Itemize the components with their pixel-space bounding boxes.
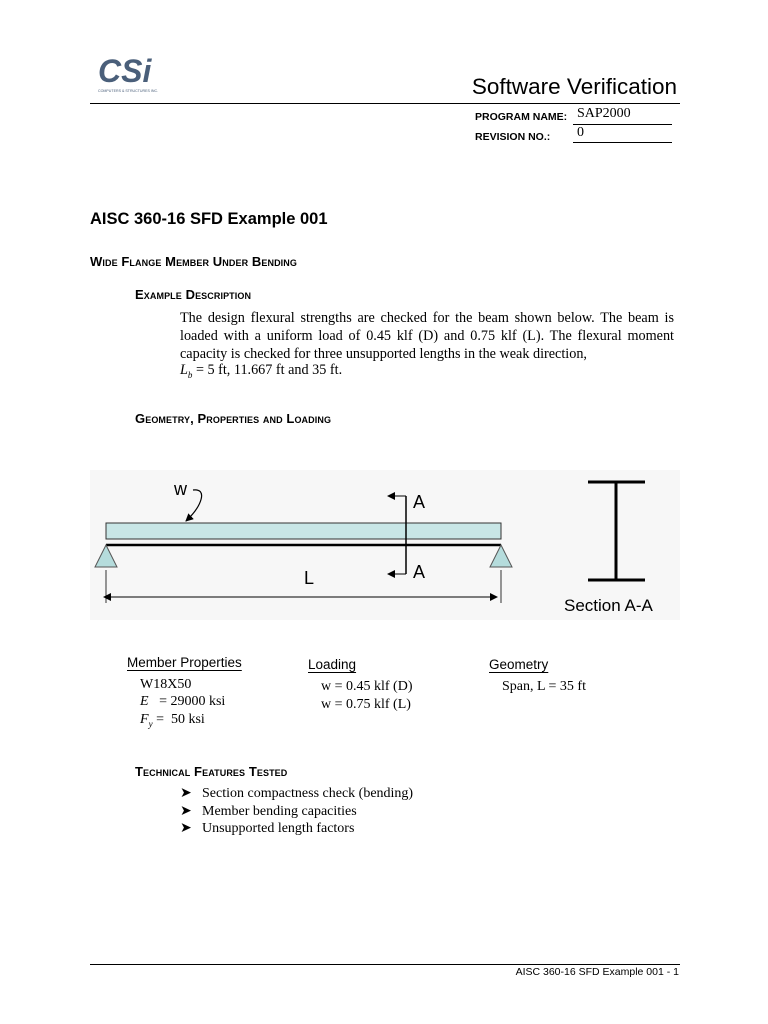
program-name-underline [573, 124, 672, 125]
program-name-label: PROGRAM NAME: [475, 111, 568, 123]
geometry-props-heading: Geometry [489, 657, 549, 672]
member-e: E = 29000 ksi [140, 694, 226, 709]
geometry-heading: Geometry, Properties and Loading [135, 411, 332, 426]
section-cut-label-bottom: A [413, 562, 426, 582]
load-arrow [186, 490, 202, 521]
beam-diagram [90, 470, 680, 620]
footer-rule [90, 964, 680, 965]
feature-item: ➤ Member bending capacities [180, 803, 357, 819]
geometry-span: Span, L = 35 ft [502, 679, 586, 694]
loading-line-dead: w = 0.45 klf (D) [321, 679, 413, 694]
description-lb-line [180, 362, 342, 380]
beam-figure [90, 470, 680, 620]
document-title: AISC 360-16 SFD Example 001 [90, 210, 328, 228]
feature-item: ➤ Section compactness check (bending) [180, 785, 414, 801]
features-heading: Technical Features Tested [135, 764, 288, 779]
logo-tagline: COMPUTERS & STRUCTURES INC. [98, 89, 159, 93]
program-name-value: SAP2000 [577, 106, 631, 121]
header-title: Software Verification [471, 74, 677, 99]
csi-logo-mark [96, 52, 160, 96]
description-heading: Example Description [135, 287, 252, 302]
loading-heading: Loading [308, 657, 357, 672]
span-label: L [304, 568, 315, 588]
revision-value: 0 [577, 125, 584, 140]
feature-item: ➤ Unsupported length factors [180, 820, 355, 836]
lb-symbol: L [180, 362, 188, 378]
footer-page-label: AISC 360-16 SFD Example 001 - 1 [515, 966, 679, 978]
bullet-arrow-icon: ➤ [180, 786, 192, 801]
member-section: W18X50 [140, 677, 192, 692]
right-support [490, 545, 512, 567]
lb-subscript: b [187, 369, 193, 380]
section-cut-label-top: A [413, 492, 426, 512]
csi-logo [96, 52, 160, 96]
bullet-arrow-icon: ➤ [180, 804, 192, 819]
left-support [95, 545, 117, 567]
bullet-arrow-icon: ➤ [180, 821, 192, 836]
section-label: Section A-A [564, 596, 653, 615]
logo-text: CSi [98, 53, 152, 89]
description-paragraph: The design flexural strengths are checked for the beam shown below. The beam is loaded with a uniform load of 0.45 klf (D) and 0.75 klf (L). The flexural moment capacity is checked for three unsupported lengths in the weak direction, [180, 310, 674, 362]
member-properties-heading: Member Properties [127, 655, 242, 670]
member-fy: $F_y = 50$ ksi [140, 712, 205, 729]
header-rule [90, 103, 680, 104]
revision-underline [573, 142, 672, 143]
revision-label: REVISION NO.: [475, 131, 551, 143]
loading-line-live: w = 0.75 klf (L) [321, 697, 411, 712]
document-subtitle: Wide Flange Member Under Bending [90, 254, 297, 269]
lb-values: = 5 ft, 11.667 ft and 35 ft. [192, 362, 343, 378]
load-label: w [174, 479, 187, 499]
distributed-load-block [106, 523, 501, 539]
